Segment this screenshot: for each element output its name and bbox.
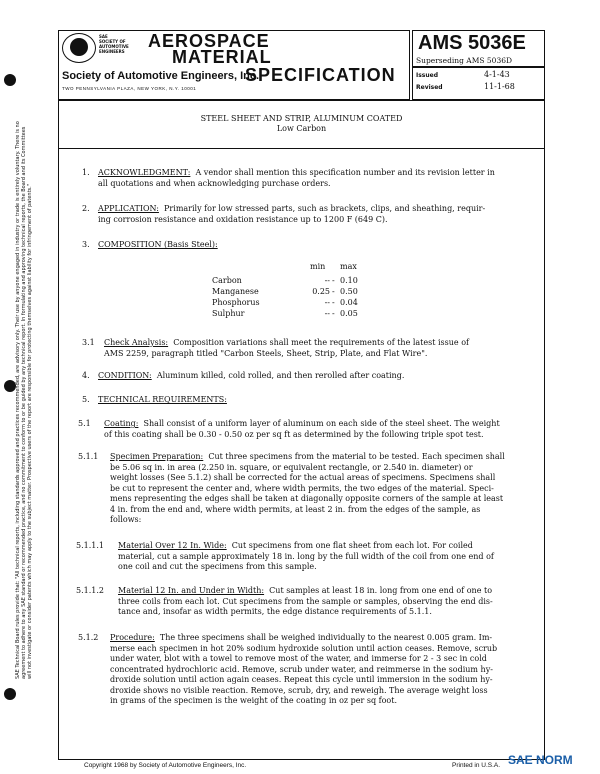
section-text: AMS 2259, paragraph titled "Carbon Steels, Sheet, Strip, Plate, and Flat Wire". xyxy=(104,348,428,358)
copyright-notice: Copyright 1968 by Society of Automotive Engineers, Inc. xyxy=(84,762,247,769)
section-text: under water, blot with a towel to remove most of the water, and immerse for 2 - 3 sec in cold xyxy=(110,654,487,663)
revised-label: Revised xyxy=(416,84,443,91)
punch-hole xyxy=(4,688,16,700)
document-title: STEEL SHEET AND STRIP, ALUMINUM COATED xyxy=(200,114,403,123)
ams-number: AMS 5036E xyxy=(418,32,526,54)
section-number: 1. xyxy=(82,168,90,177)
section-text: tance and, insofar as width permits, the edge distance requirements of 5.1.1. xyxy=(118,607,432,616)
comp-min-value: 0.25 xyxy=(312,287,330,296)
header-title-aerospace: AEROSPACE xyxy=(148,31,270,51)
society-address: TWO PENNSYLVANIA PLAZA, NEW YORK, N.Y. 10001 xyxy=(62,86,197,91)
header-title-specification: SPECIFICATION xyxy=(245,65,396,85)
logo-text xyxy=(99,34,129,54)
document-subtitle: Low Carbon xyxy=(276,124,327,133)
section-text: Composition variations shall meet the requirements of the latest issue of xyxy=(173,338,469,347)
comp-max-value: 0.50 xyxy=(340,287,358,296)
section-number: 3. xyxy=(82,240,90,249)
sidebar-disclaimer xyxy=(4,120,38,680)
comp-min-value: -- xyxy=(324,298,330,307)
section-heading: Material Over 12 In. Wide: xyxy=(118,541,227,550)
section-heading: Check Analysis: xyxy=(104,338,169,347)
section-text: Shall consist of a uniform layer of aluminum on each side of the steel sheet. The weight xyxy=(143,419,500,428)
section-text: material, cut a sample approximately 18 in. long by the full width of the coil from one end of xyxy=(118,551,494,561)
section-text: Cut specimens from one flat sheet from each lot. For coiled xyxy=(231,541,473,550)
section-text: mens representing the edges shall be taken at diagonally opposite corners of the sample at least xyxy=(110,494,504,503)
logo-text-line: ENGINEERS xyxy=(99,49,125,54)
section-text: droxide solution until action again ceases. Repeat this cycle until immersion in the sodium hy- xyxy=(110,675,493,684)
comp-max-value: 0.10 xyxy=(340,276,358,285)
section-text: three coils from each lot. Cut specimens from the sample or samples, observing the end dis- xyxy=(118,596,493,606)
section-text: of this coating shall be 0.30 - 0.50 oz per sq ft as determined by the following triple spot test. xyxy=(104,429,484,439)
section-text: merse each specimen in hot 20% sodium hydroxide solution until action ceases. Remove, scrub xyxy=(110,643,498,653)
section-number: 5.1.1 xyxy=(78,452,99,461)
comp-max-header: max xyxy=(340,262,357,271)
comp-min-value: -- xyxy=(324,276,330,285)
section-text: one coil and cut the specimens from this sample. xyxy=(118,562,317,571)
section-number: 5.1.1.2 xyxy=(76,586,104,595)
sae-logo-emblem xyxy=(70,38,88,56)
section-heading: CONDITION: xyxy=(98,371,152,380)
logo-text-line: AUTOMOTIVE xyxy=(99,44,129,49)
section-number: 3.1 xyxy=(82,338,95,347)
section-number: 5. xyxy=(82,395,90,404)
section-check-analysis xyxy=(104,338,469,359)
section-composition xyxy=(98,240,218,251)
section-condition xyxy=(98,371,404,382)
society-name: Society of Automotive Engineers, Inc. xyxy=(62,70,260,82)
section-technical-requirements xyxy=(98,395,227,406)
logo-text-line: SAE xyxy=(99,34,108,39)
section-text: in grams of the specimen is the weight of the coating in oz per sq foot. xyxy=(110,696,397,705)
section-text: ing corrosion resistance and oxidation resistance up to 1200 F (649 C). xyxy=(98,214,388,224)
section-heading: Specimen Preparation: xyxy=(110,452,204,461)
comp-element: Sulphur xyxy=(212,309,245,318)
section-heading: COMPOSITION (Basis Steel): xyxy=(98,240,218,249)
section-application xyxy=(98,204,485,225)
section-text: Cut three specimens from the material to be tested. Each specimen shall xyxy=(208,452,505,461)
section-material-12-under xyxy=(118,586,493,618)
section-procedure xyxy=(110,633,497,707)
section-text: follows: xyxy=(110,515,142,524)
comp-range-dash: - xyxy=(332,309,335,318)
comp-min-header: min xyxy=(310,262,326,271)
section-acknowledgment xyxy=(98,168,495,189)
comp-max-value: 0.05 xyxy=(340,309,358,318)
superseding-text: Superseding AMS 5036D xyxy=(416,56,513,65)
ams-box-divider xyxy=(412,66,545,68)
section-heading: ACKNOWLEDGMENT: xyxy=(98,168,191,177)
section-text: weight losses (See 5.1.2) shall be corrected for the actual areas of specimens. Specimens shall xyxy=(110,473,496,482)
section-text: The three specimens shall be weighed individually to the nearest 0.005 gram. Im- xyxy=(159,633,493,642)
comp-range-dash: - xyxy=(332,276,335,285)
section-text: Cut samples at least 18 in. long from one end of one to xyxy=(269,586,493,595)
section-text: A vendor shall mention this specification number and its revision letter in xyxy=(195,168,495,177)
section-specimen-preparation xyxy=(110,452,505,526)
section-heading: APPLICATION: xyxy=(98,204,159,213)
title-divider xyxy=(58,148,545,149)
comp-element: Phosphorus xyxy=(212,298,260,307)
section-heading: Coating: xyxy=(104,419,139,428)
comp-element: Manganese xyxy=(212,287,259,296)
issued-label: Issued xyxy=(416,72,439,79)
section-material-over-12 xyxy=(118,541,494,573)
comp-min-value: -- xyxy=(324,309,330,318)
section-heading: TECHNICAL REQUIREMENTS: xyxy=(98,395,227,404)
comp-max-value: 0.04 xyxy=(340,298,358,307)
header-title-material: MATERIAL xyxy=(172,47,272,67)
section-number: 5.1.1.1 xyxy=(76,541,104,550)
punch-hole xyxy=(4,74,16,86)
section-number: 5.1 xyxy=(78,419,91,428)
section-text: 4 in. from the end and, where width permits, at least 2 in. from the edges of the sample, as xyxy=(110,504,481,514)
section-heading: Material 12 In. and Under in Width: xyxy=(118,586,265,595)
sidebar-disclaimer-text: SAE Technical Board rules provide that: "All technical reports, including standards approved and practices recommended, are advisory only. Their use by anyone engaged in industry or trade is entirely voluntary. There is no agreement to adhere to any SAE standard or recommended practice, and no commitment to conform to or be guided by any technical report. In formulating and approving technical reports, the Board and its Committees will not investigate or consider patents which may apply to the subject matter. Prospective users of the report are responsible for protecting themselves against liability for infringement of patents." xyxy=(15,121,33,679)
section-number: 2. xyxy=(82,204,90,213)
section-number: 4. xyxy=(82,371,90,380)
section-text: Primarily for low stressed parts, such as brackets, clips, and sheathing, requir- xyxy=(164,204,486,213)
section-coating xyxy=(104,419,500,440)
issued-date: 4-1-43 xyxy=(484,70,510,79)
comp-range-dash: - xyxy=(332,298,335,307)
sae-norm-watermark: SAE NORM xyxy=(508,753,573,767)
section-text: concentrated hydrochloric acid. Remove, scrub under water, and reimmerse in the sodium hy- xyxy=(110,664,493,674)
section-number: 5.1.2 xyxy=(78,633,99,642)
printed-in: Printed in U.S.A. xyxy=(452,762,501,769)
section-text: Aluminum killed, cold rolled, and then rerolled after coating. xyxy=(156,371,405,380)
section-text: droxide shows no visible reaction. Remove, scrub, dry, and reweigh. The average weight loss xyxy=(110,685,488,695)
logo-text-line: SOCIETY OF xyxy=(99,39,126,44)
comp-element: Carbon xyxy=(212,276,242,285)
section-text: be cut to represent the center and, where width permits, the two edges of the material. Speci- xyxy=(110,483,494,493)
revised-date: 11-1-68 xyxy=(484,82,515,91)
comp-range-dash: - xyxy=(332,287,335,296)
section-text: all quotations and when acknowledging purchase orders. xyxy=(98,178,331,188)
section-heading: Procedure: xyxy=(110,633,155,642)
section-text: be 5.06 sq in. in area (2.250 in. square, or equivalent rectangle, or 2.540 in. diameter) or xyxy=(110,462,473,472)
